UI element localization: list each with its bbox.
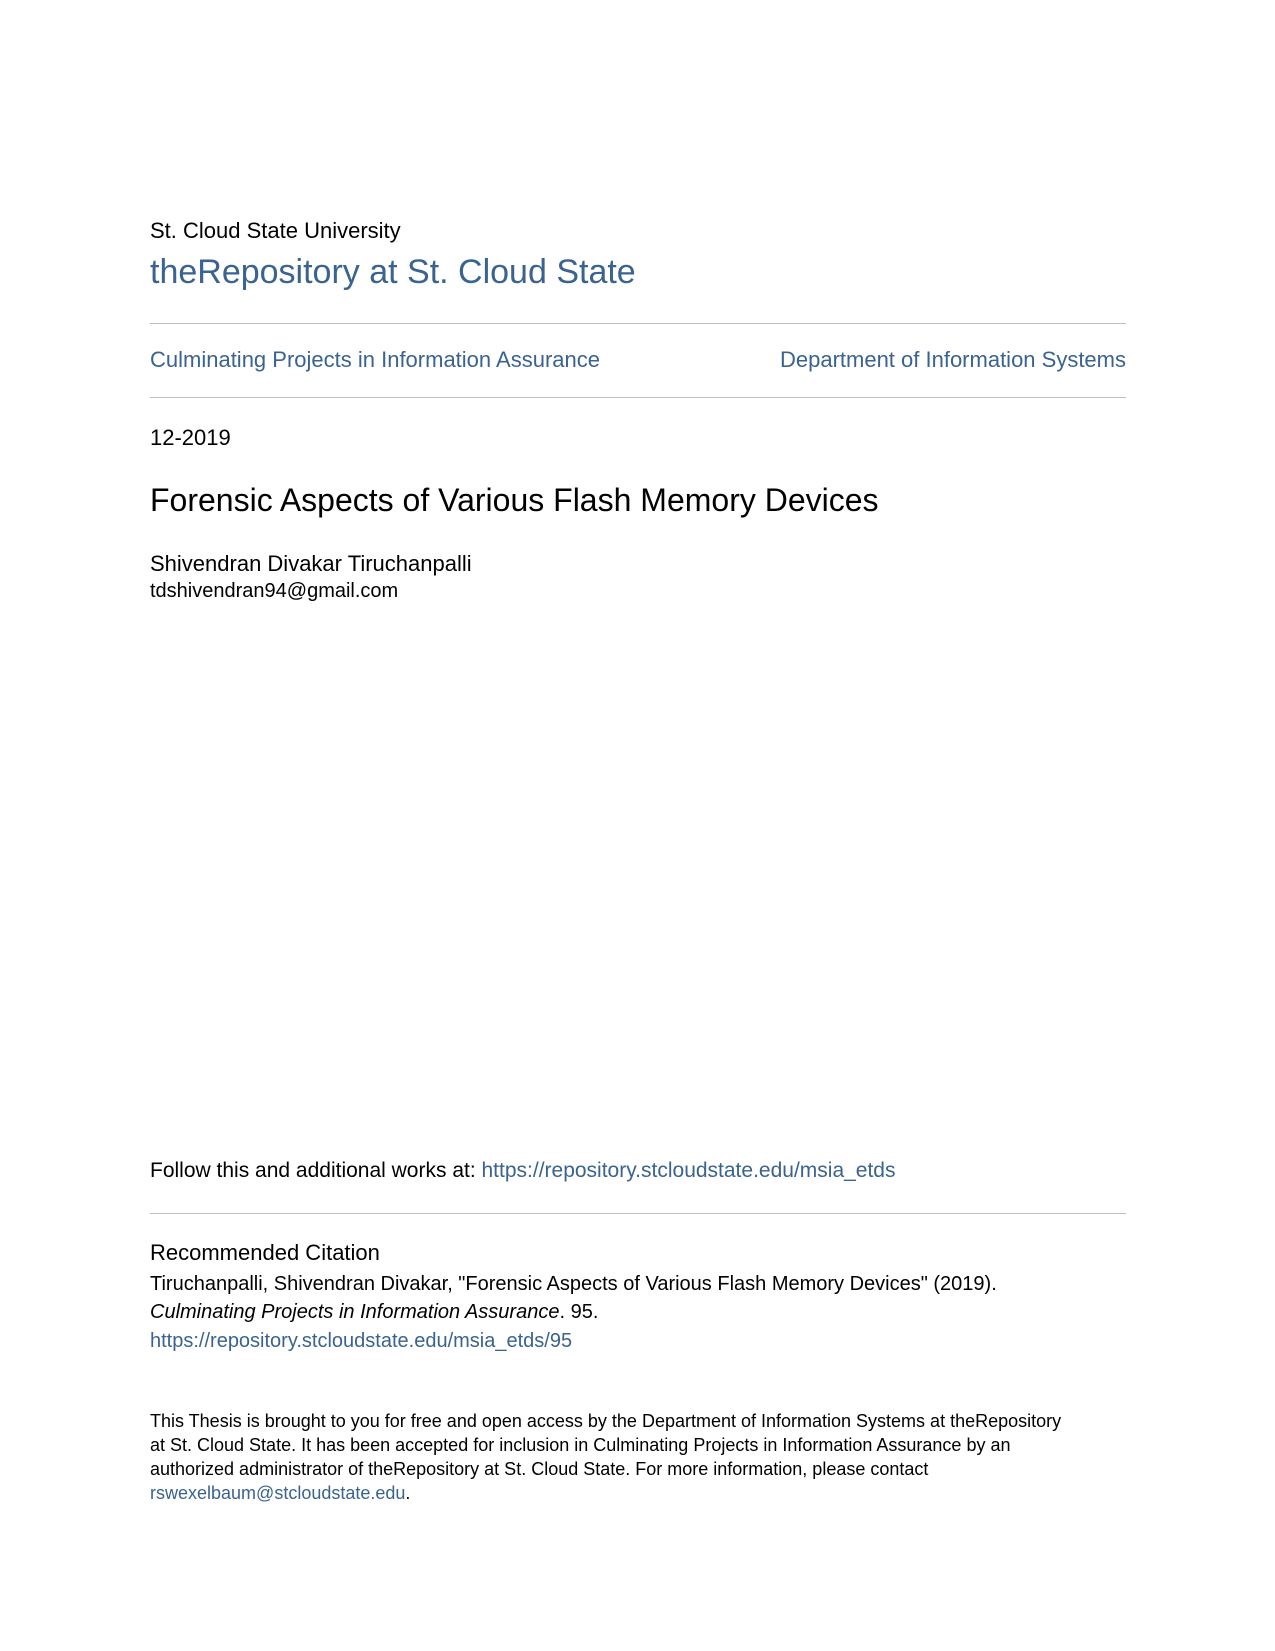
notice-line-4: [150, 1481, 1126, 1505]
citation-text: Tiruchanpalli, Shivendran Divakar, "Forensic Aspects of Various Flash Memory Devices" (2019).: [150, 1273, 997, 1295]
follow-label: Follow this and additional works at:: [150, 1159, 482, 1182]
author-name: Shivendran Divakar Tiruchanpalli: [150, 551, 472, 576]
contact-email-link[interactable]: rswexelbaum@stcloudstate.edu: [150, 1483, 406, 1503]
department-link[interactable]: Department of Information Systems: [779, 347, 1126, 372]
citation-heading: Recommended Citation: [150, 1240, 380, 1265]
notice-line-2: at St. Cloud State. It has been accepted for inclusion in Culminating Projects in Information Assurance by an: [150, 1435, 1011, 1455]
notice-line-1: This Thesis is brought to you for free and open access by the Department of Information Systems at theRepository: [150, 1411, 1062, 1431]
divider-nav: [150, 397, 1126, 398]
citation-number: . 95.: [559, 1301, 599, 1323]
citation-series-line: [150, 1301, 598, 1324]
notice-line-3: authorized administrator of theRepository at St. Cloud State. For more information, please contact: [150, 1459, 929, 1479]
citation-link[interactable]: https://repository.stcloudstate.edu/msia_etds/95: [150, 1330, 573, 1352]
document-title: Forensic Aspects of Various Flash Memory Devices: [150, 482, 879, 518]
citation-series: Culminating Projects in Information Assurance: [150, 1301, 560, 1323]
divider-citation: [150, 1213, 1126, 1214]
repository-link[interactable]: theRepository at St. Cloud State: [150, 253, 636, 291]
author-email: tdshivendran94@gmail.com: [150, 580, 399, 602]
collection-link[interactable]: Culminating Projects in Information Assurance: [150, 347, 600, 372]
publication-date: 12-2019: [150, 425, 231, 450]
follow-link[interactable]: https://repository.stcloudstate.edu/msia_etds: [481, 1159, 896, 1182]
institution-name: St. Cloud State University: [150, 218, 401, 243]
follow-line: [150, 1159, 896, 1183]
divider-top: [150, 323, 1126, 324]
notice-end: .: [405, 1483, 411, 1503]
access-notice: [150, 1409, 1126, 1505]
